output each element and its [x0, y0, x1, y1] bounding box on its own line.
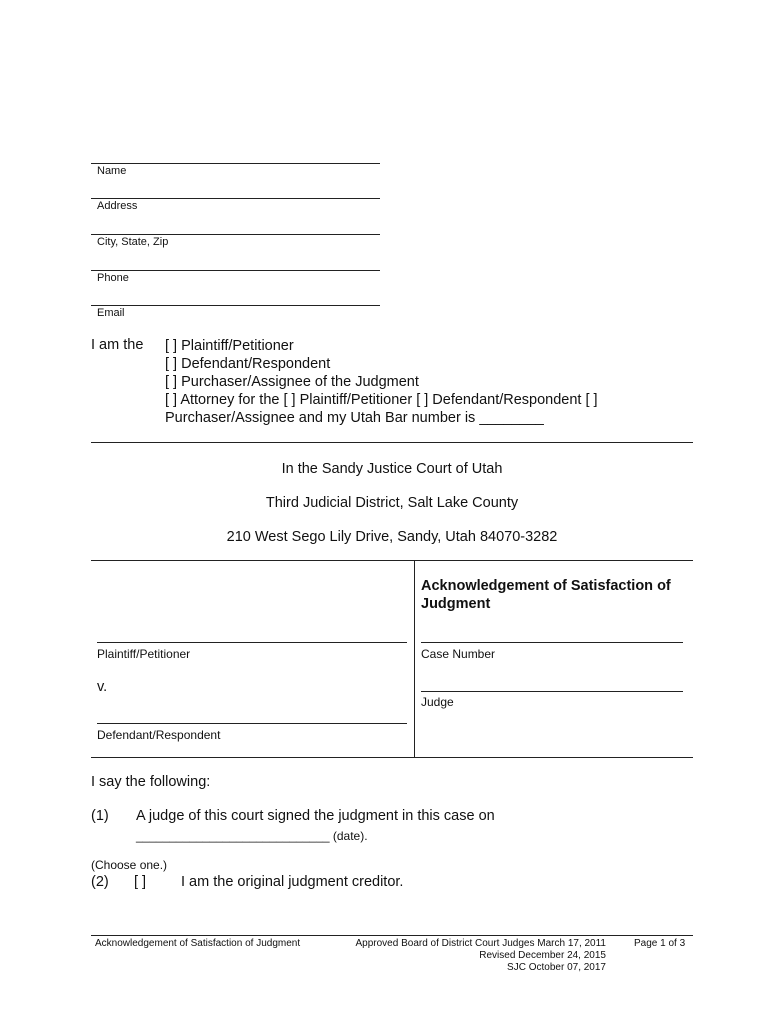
divider-top: [91, 442, 693, 443]
role-options: [165, 337, 675, 427]
defendant-line[interactable]: [97, 723, 407, 724]
item1-number: (1): [91, 808, 109, 824]
judge-label: Judge: [421, 695, 454, 709]
court-address: 210 West Sego Lily Drive, Sandy, Utah 84070-3282: [226, 529, 558, 545]
court-district: Third Judicial District, Salt Lake County: [265, 495, 519, 511]
role-prefix: I am the: [91, 337, 144, 353]
email-label: Email: [97, 307, 125, 319]
statements-intro: I say the following:: [91, 774, 211, 790]
caption-vertical-divider: [414, 560, 415, 757]
item2-number: (2): [91, 874, 109, 890]
city-state-zip-line[interactable]: [91, 234, 380, 235]
address-line[interactable]: [91, 198, 380, 199]
footer-page-number: Page 1 of 3: [634, 938, 686, 949]
defendant-label: Defendant/Respondent: [97, 728, 221, 742]
city-state-zip-label: City, State, Zip: [97, 236, 169, 248]
role-option-bar-number: Purchaser/Assignee and my Utah Bar number is ________: [165, 410, 544, 426]
case-number-line[interactable]: [421, 642, 683, 643]
versus-text: v.: [97, 679, 108, 695]
case-number-label: Case Number: [421, 647, 496, 661]
plaintiff-label: Plaintiff/Petitioner: [97, 647, 191, 661]
name-line[interactable]: [91, 163, 380, 164]
footer-approval-block: [330, 938, 606, 974]
item1-text: A judge of this court signed the judgment in this case on: [136, 808, 495, 824]
phone-label: Phone: [97, 272, 129, 284]
document-title: Acknowledgement of Satisfaction of Judgment: [421, 578, 671, 612]
name-label: Name: [97, 165, 127, 177]
choose-one-note: (Choose one.): [91, 858, 168, 872]
email-line[interactable]: [91, 305, 380, 306]
phone-line[interactable]: [91, 270, 380, 271]
footer-approved: Approved Board of District Court Judges March 17, 2011: [355, 938, 606, 949]
item2-text: I am the original judgment creditor.: [181, 874, 404, 890]
judge-line[interactable]: [421, 691, 683, 692]
role-option-plaintiff[interactable]: [ ] Plaintiff/Petitioner: [165, 338, 294, 354]
footer-divider: [91, 935, 693, 936]
role-option-purchaser[interactable]: [ ] Purchaser/Assignee of the Judgment: [165, 374, 419, 390]
item1-date-field[interactable]: _____________________________ (date).: [136, 829, 368, 843]
divider-caption-bottom: [91, 757, 693, 758]
divider-caption-top: [91, 560, 693, 561]
footer-form-title: Acknowledgement of Satisfaction of Judgment: [95, 938, 301, 949]
footer-revised: Revised December 24, 2015: [479, 950, 606, 961]
footer-sjc: SJC October 07, 2017: [507, 962, 606, 973]
address-label: Address: [97, 200, 138, 212]
court-name: In the Sandy Justice Court of Utah: [281, 461, 503, 477]
role-option-defendant[interactable]: [ ] Defendant/Respondent: [165, 356, 331, 372]
role-option-attorney[interactable]: [ ] Attorney for the [ ] Plaintiff/Petitioner [ ] Defendant/Respondent [ ]: [165, 392, 598, 408]
plaintiff-line[interactable]: [97, 642, 407, 643]
item2-checkbox[interactable]: [ ]: [134, 874, 147, 890]
